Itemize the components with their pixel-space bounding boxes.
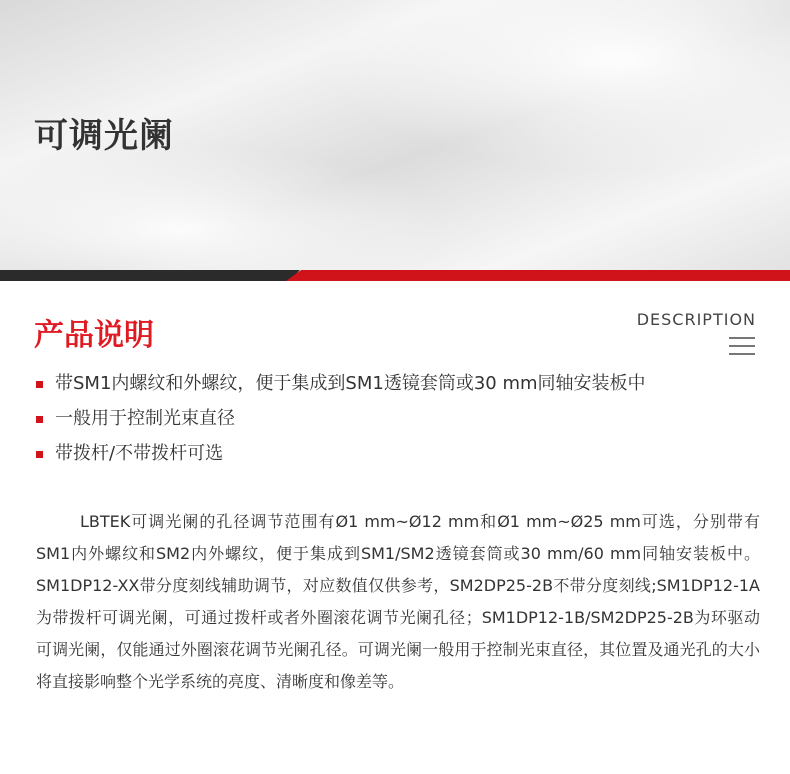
feature-text: 带拨杆/不带拨杆可选 (55, 443, 224, 464)
list-item (36, 405, 646, 440)
list-item (36, 440, 646, 475)
section-title: 产品说明 (34, 318, 154, 353)
page-title: 可调光阑 (34, 116, 174, 156)
menu-icon (729, 337, 755, 355)
hero-banner (0, 0, 790, 270)
divider-stripe-red (286, 270, 790, 281)
list-item (36, 370, 646, 405)
divider-stripe-dark (0, 270, 300, 281)
bullet-square-icon (36, 381, 43, 388)
bullet-square-icon (36, 416, 43, 423)
feature-text: 一般用于控制光束直径 (55, 408, 235, 429)
bullet-square-icon (36, 451, 43, 458)
feature-text: 带SM1内螺纹和外螺纹，便于集成到SM1透镜套筒或30 mm同轴安装板中 (55, 373, 646, 394)
section-subtitle: DESCRIPTION (636, 310, 756, 329)
feature-list (36, 370, 646, 475)
description-paragraph: LBTEK可调光阑的孔径调节范围有Ø1 mm~Ø12 mm和Ø1 mm~Ø25 mm可选，分别带有SM1内外螺纹和SM2内外螺纹，便于集成到SM1/SM2透镜套筒或30 mm/60 mm同轴安装板中。SM1DP12-XX带分度刻线辅助调节，对应数值仅供参考，SM2DP25-2B不带分度刻线;SM1DP12-1A为带拨杆可调光阑，可通过拨杆或者外圈滚花调节光阑孔径；SM1DP12-1B/SM2DP25-2B为环驱动可调光阑，仅能通过外圈滚花调节光阑孔径。可调光阑一般用于控制光束直径，其位置及通光孔的大小将直接影响整个光学系统的亮度、清晰度和像差等。 (36, 512, 760, 691)
